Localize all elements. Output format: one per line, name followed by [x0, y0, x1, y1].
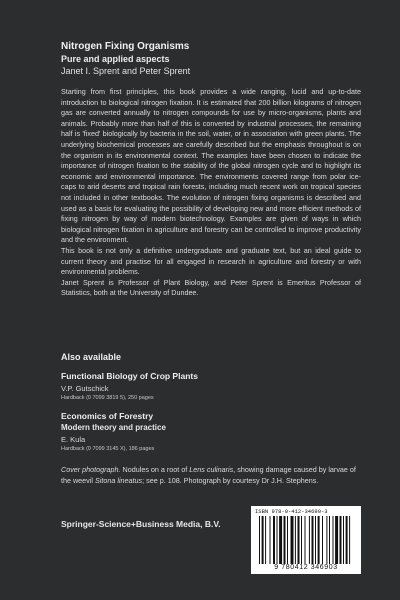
- species-name: Lens culinaris: [189, 465, 234, 474]
- author-bio: Janet Sprent is Professor of Plant Biology, and Peter Sprent is Emeritus Professor of Statistics, both at the University of Dundee.: [61, 277, 361, 298]
- related-book-meta: Hardback (0 7099 3819 5), 250 pages: [61, 395, 154, 401]
- barcode-bar: [262, 516, 264, 564]
- cover-photo-text: Nodules on a root of: [120, 465, 190, 474]
- barcode-bar: [340, 516, 342, 564]
- barcode-bar: [305, 516, 306, 564]
- barcode-bar: [312, 516, 314, 564]
- description: [61, 87, 361, 299]
- barcode-bar: [273, 516, 275, 564]
- barcode-bar: [346, 516, 348, 564]
- barcode-bar: [279, 516, 282, 564]
- barcode-digits: 9 780412 346903: [274, 564, 338, 571]
- also-available-heading: Also available: [61, 352, 122, 362]
- barcode-bar: [301, 516, 302, 564]
- isbn-number: ISBN 978-0-412-34690-3: [255, 508, 328, 515]
- barcode-bar: [343, 516, 344, 564]
- species-name: Sitona lineatus: [94, 475, 143, 485]
- related-book-subtitle: Modern theory and practice: [61, 423, 166, 432]
- cover-photo-text: , showing damage caused by larvae of the weevil: [61, 465, 356, 485]
- cover-photo-label: Cover photograph.: [61, 465, 121, 474]
- book-subtitle: Pure and applied aspects: [61, 54, 170, 64]
- barcode-bar: [326, 516, 327, 564]
- cover-photo-credit: [61, 465, 361, 486]
- related-book-author: E. Kula: [61, 435, 86, 444]
- related-book-author: V.P. Gutschick: [61, 384, 109, 393]
- description-paragraph: This book is not only a definitive undergraduate and graduate text, but an ideal guide to current theory and practise for all engaged in research in agriculture and forestry or with environmental problems.: [61, 245, 361, 277]
- cover-photo-text: ; see p. 108. Photograph by courtesy Dr J.H. Stephens.: [142, 475, 319, 485]
- barcode-bar: [295, 516, 296, 564]
- book-authors: Janet I. Sprent and Peter Sprent: [61, 66, 191, 76]
- barcode-bar: [309, 516, 310, 564]
- related-book-title: Functional Biology of Crop Plants: [61, 371, 198, 381]
- barcode: [251, 506, 361, 574]
- barcode-bar: [277, 516, 278, 564]
- barcode-bar: [270, 516, 271, 564]
- related-book-meta: Hardback (0 7099 3145 X), 186 pages: [61, 446, 155, 452]
- barcode-bar: [349, 516, 350, 564]
- barcode-bar: [298, 516, 300, 564]
- barcode-bar: [333, 516, 334, 564]
- description-paragraph: Starting from first principles, this book provides a wide ranging, lucid and up-to-date introduction to biological nitrogen fixation. It is estimated that 200 billion kilograms of nitrogen gas are converted annually to nitrogen compounds for use by micro-organisms, plants and animals. Probably more than half of this is converted by industrial processes, the remaining half is 'fixed' biologically by bacteria in the soil, water, or in association with green plants. The underlying biochemical processes are carefully described but the emphasis throughout is on the organism in its environmental context. The examples have been chosen to indicate the importance of nitrogen fixation to the stability of the global nitrogen cycle and to highlight its economic and environmental importance. The environments covered range from polar ice-caps to arid deserts and tropical rain forests, including much recent work on tropical species not included in other textbooks. The evolution of nitrogen fixing organisms is described and used as a basis for evaluating the possibility of developing new and more efficient methods of fixing nitrogen by way of modern biotechnology. Examples are given of ways in which biological nitrogen fixation in agriculture and forestry can be controlled to improve productivity and the environment.: [61, 87, 361, 245]
- barcode-bar: [315, 516, 316, 564]
- barcode-bar: [329, 516, 330, 564]
- barcode-bar: [284, 516, 286, 564]
- barcode-bar: [287, 516, 288, 564]
- barcode-bar: [322, 516, 323, 564]
- related-book-title: Economics of Forestry: [61, 411, 154, 421]
- publisher-name: Springer-Science+Business Media, B.V.: [61, 519, 221, 529]
- barcode-bar: [259, 516, 260, 564]
- barcode-bar: [318, 516, 320, 564]
- barcode-bars: [259, 516, 357, 564]
- barcode-bar: [335, 516, 338, 564]
- barcode-bar: [291, 516, 294, 564]
- book-title: Nitrogen Fixing Organisms: [61, 41, 190, 52]
- barcode-bar: [265, 516, 266, 564]
